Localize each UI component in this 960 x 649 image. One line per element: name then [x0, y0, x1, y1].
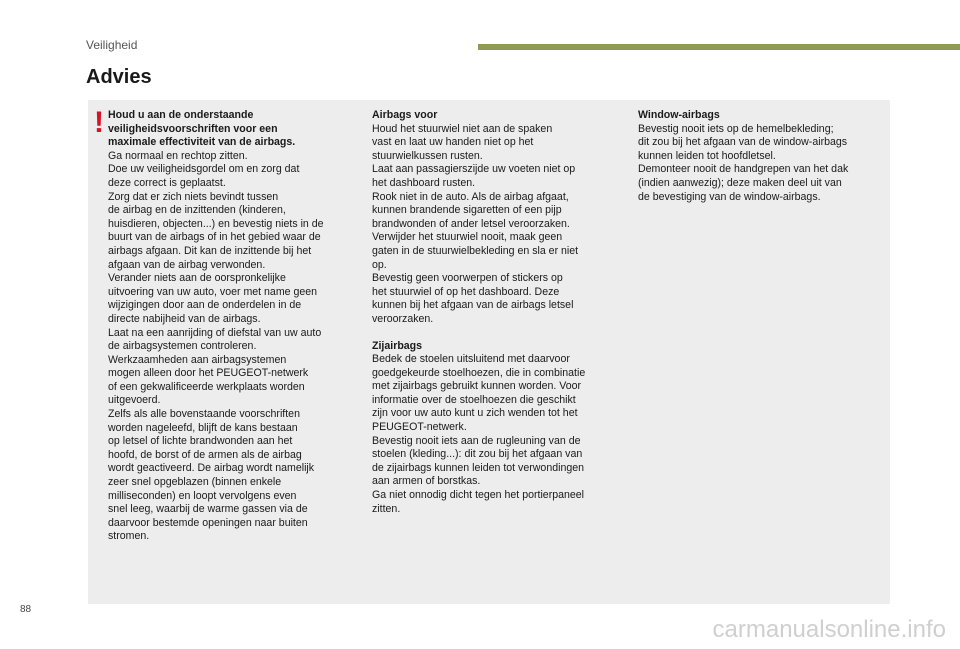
- column-general-advice: [108, 109, 356, 544]
- general-advice-heading: Houd u aan de onderstaande veiligheidsvoorschriften voor een maximale effectiviteit van de airbags.: [108, 109, 296, 149]
- window-airbags-body: Bevestig nooit iets op de hemelbekleding; dit zou bij het afgaan van de window-airbags kunnen leiden tot hoofdletsel. Demonteer nooit de handgrepen van het dak (indien aanwezig); deze maken deel uit van de bevestiging van de window-airbags.: [638, 122, 849, 203]
- general-advice-body: Ga normaal en rechtop zitten. Doe uw veiligheidsgordel om en zorg dat deze correct is geplaatst. Zorg dat er zich niets bevindt tussen de airbag en de inzittenden (kinderen, huisdieren, objecten...) en bevestig niets in de buurt van de airbags of in het gebied waar de airbags afgaan. Dit kan de inzittende bij het afgaan van de airbag verwonden. Verander niets aan de oorspronkelijke uitvoering van uw auto, voer met name geen wijzigingen door aan de onderdelen in de directe nabijheid van de airbags. Laat na een aanrijding of diefstal van uw auto de airbagsystemen controleren. Werkzaamheden aan airbagsystemen mogen alleen door het PEUGEOT-netwerk of een gekwalificeerde werkplaats worden uitgevoerd. Zelfs als alle bovenstaande voorschriften worden nageleefd, blijft de kans bestaan op letsel of lichte brandwonden aan het hoofd, de borst of de armen als de airbag wordt geactiveerd. De airbag wordt namelijk zeer snel opgeblazen (binnen enkele milliseconden) en loopt vervolgens even snel leeg, waarbij de warme gassen via de daarvoor bestemde openingen naar buiten stromen.: [108, 149, 324, 543]
- page-title: Advies: [86, 66, 152, 88]
- front-airbags-body: Houd het stuurwiel niet aan de spaken vast en laat uw handen niet op het stuurwielkussen rusten. Laat aan passagierszijde uw voeten niet op het dashboard rusten. Rook niet in de auto. Als de airbag afgaat, kunnen brandende sigaretten of een pijp brandwonden of ander letsel veroorzaken. Verwijder het stuurwiel nooit, maak geen gaten in de stuurwielbekleding en sla er niet op. Bevestig geen voorwerpen of stickers op het stuurwiel of op het dashboard. Deze kunnen bij het afgaan van de airbags letsel veroorzaken.: [372, 122, 579, 325]
- column-window-airbags: [638, 109, 878, 204]
- watermark: carmanualsonline.info: [712, 616, 946, 643]
- window-airbags-heading: Window-airbags: [638, 109, 720, 121]
- front-airbags-heading: Airbags voor: [372, 109, 438, 121]
- section-accent-bar: [478, 44, 960, 50]
- section-gap: [372, 327, 620, 340]
- side-airbags-body: Bedek de stoelen uitsluitend met daarvoor goedgekeurde stoelhoezen, die in combinatie met zijairbags gebruikt kunnen worden. Voor informatie over de stoelhoezen die geschikt zijn voor uw auto kunt u zich wenden tot het PEUGEOT-netwerk. Bevestig nooit iets aan de rugleuning van de stoelen (kleding...): dit zou bij het afgaan van de zijairbags kunnen leiden tot verwondingen aan armen of borstkas. Ga niet onnodig dicht tegen het portierpaneel zitten.: [372, 353, 586, 515]
- section-label: Veiligheid: [86, 38, 138, 52]
- page-number: 88: [20, 604, 32, 615]
- exclamation-icon: !: [94, 106, 104, 139]
- side-airbags-heading: Zijairbags: [372, 339, 423, 352]
- column-front-side-airbags: [372, 109, 620, 516]
